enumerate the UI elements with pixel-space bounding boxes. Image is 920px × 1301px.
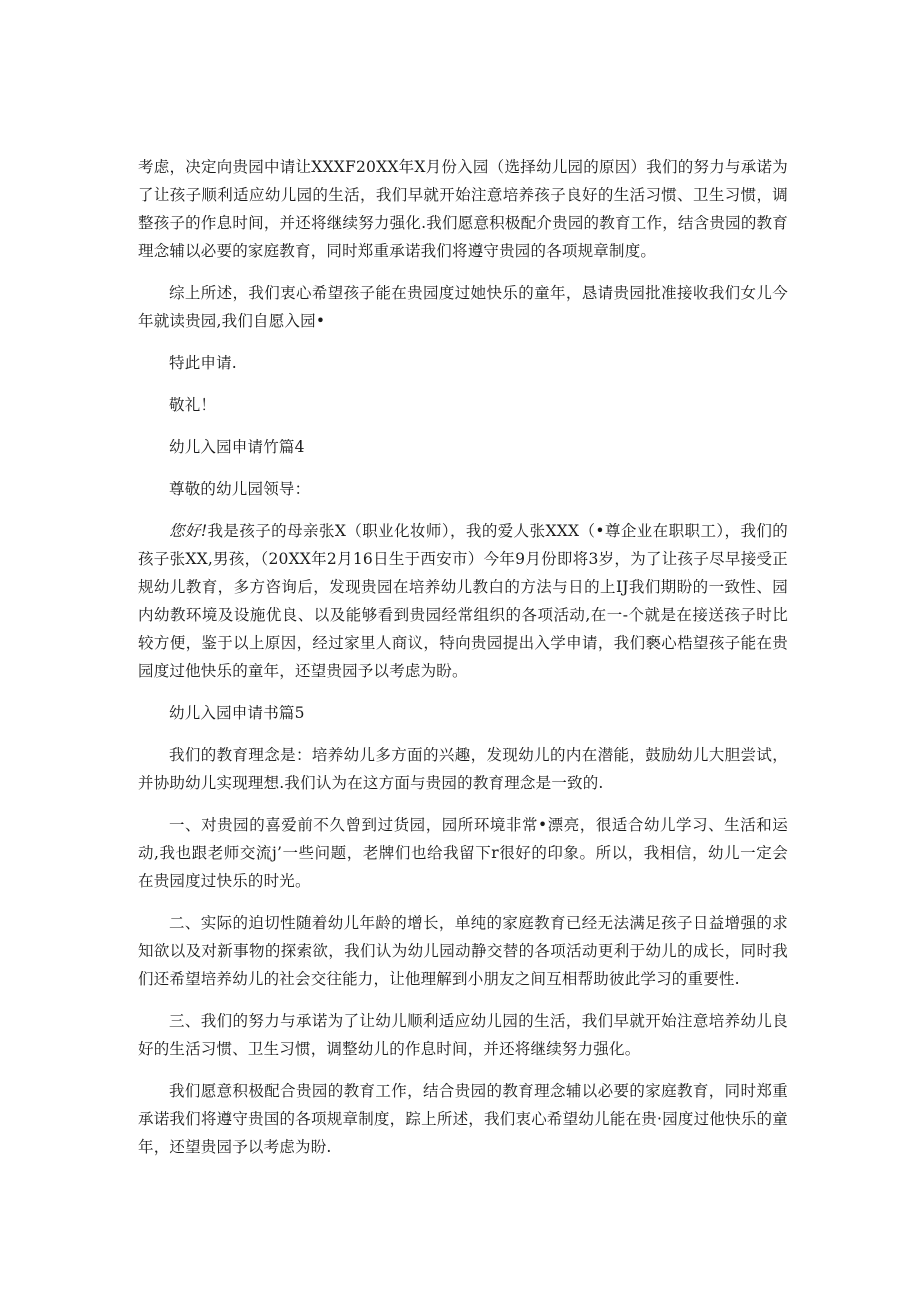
section-heading-4: 幼儿入园申请竹篇4 [169, 438, 305, 456]
paragraph-point-three: 三、我们的努力与承诺为了让幼儿顺利适应幼儿园的生活，我们早就开始注意培养幼儿良好的生活习惯、卫生习惯，调整幼儿的作息时间，并还将继续努力强化。 [138, 1012, 788, 1058]
paragraph-closing-request: 特此申请. [169, 354, 237, 372]
document-body [138, 153, 788, 1161]
paragraph-addressee: 尊敬的幼儿园领导： [169, 480, 311, 498]
introduction-text: 我是孩子的母亲张X（职业化妆师），我的爱人张XXX（•尊企业在职职工），我们的孩子张XX,男孩，（20XX年2月16日生于西安市）今年9月份即将3岁，为了让孩子尽早接受正规幼儿教育，多方咨询后，发现贵园在培养幼儿教白的方法与日的上IJ我们期盼的一致性、园内幼教环境及设施优良、以及能够看到贵园经常组织的各项活动,在一-个就是在接送孩子时比较方便，鉴于以上原因，经过家里人商议，特向贵园提出入学申请，我们褻心梏望孩子能在贵园度过他快乐的童年，还望贵园予以考虑为盼。 [138, 522, 788, 680]
paragraph-salutation: 敬礼！ [169, 396, 217, 414]
paragraph-point-one: 一、对贵园的喜爱前不久曾到过货园，园所环境非常•漂亮，很适合幼儿学习、生活和运动,我也跟老师交流j’一些问题，老牌们也给我留下r很好的印象。所以，我相信，幼儿一定会在贵园度过快乐的时光。 [138, 816, 788, 890]
paragraph-education-philosophy: 我们的教育理念是：培养幼儿多方面的兴趣，发现幼儿的内在潜能，鼓励幼儿大胆尝试，并协助幼儿实现理想.我们认为在这方面与贵园的教育理念是一致的. [138, 746, 788, 792]
section-heading-5: 幼儿入园申请书篇5 [169, 704, 305, 722]
paragraph-summary: 综上所述，我们衷心希望孩子能在贵园度过她快乐的童年，恳请贵园批准接收我们女儿今年就读贵园,我们自愿入园• [138, 284, 788, 330]
paragraph-application-reasons: 考虑，决定向贵园中请让XXXF20XX年X月份入园（选择幼儿园的原因）我们的努力与承诺为了让孩子顺利适应幼儿园的生活，我们早就开始注意培养孩子良好的生活习惯、卫生习惯，调整孩子的作息时间，并还将继续努力强化.我们愿意积极配介贵园的教育工作，结含贵园的教育理念辅以必要的家庭教育，同时郑重承诺我们将遵守贵园的各项规章制度。 [138, 158, 788, 260]
paragraph-point-two: 二、实际的迫切性随着幼儿年龄的增长，单纯的家庭教育已经无法满足孩子日益增强的求知欲以及对新事物的探索欲，我们认为幼儿园动静交替的各项活动更利于幼儿的成长，同时我们还希望培养幼儿的社会交往能力，让他理解到小朋友之间互相帮助彼此学习的重要性. [138, 914, 788, 988]
paragraph-introduction [138, 517, 788, 685]
paragraph-commitment: 我们愿意积极配合贵园的教育工作，结合贵园的教育理念辅以必要的家庭教育，同时郑重承诺我们将遵守贵国的各项规章制度，踪上所述，我们衷心希望幼儿能在贵·园度过他快乐的童年，还望贵园予以考虑为盼. [138, 1082, 788, 1156]
greeting-lead: 您好! [169, 522, 208, 540]
